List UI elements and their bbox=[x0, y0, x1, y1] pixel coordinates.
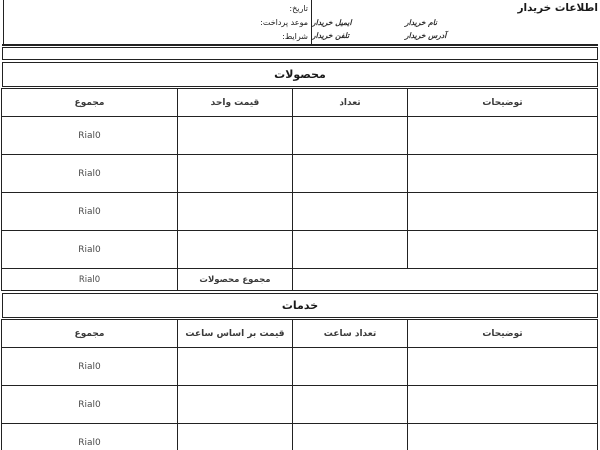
buyer-info-title: اطلاعات خریدار bbox=[517, 2, 598, 14]
products-col-quantity: تعداد bbox=[293, 89, 408, 117]
product-description-cell bbox=[408, 117, 598, 155]
services-header-row bbox=[2, 320, 598, 348]
product-description-cell bbox=[408, 231, 598, 269]
service-total-cell: Rial0 bbox=[2, 386, 178, 424]
service-row bbox=[2, 424, 598, 450]
products-total-label: مجموع محصولات bbox=[178, 269, 293, 291]
service-row bbox=[2, 348, 598, 386]
due-date-label: موعد پرداخت: bbox=[260, 18, 308, 27]
blank-row bbox=[2, 47, 598, 60]
products-header-row bbox=[2, 89, 598, 117]
product-unit-price-cell bbox=[178, 155, 293, 193]
header-section bbox=[2, 0, 598, 46]
services-col-hourly-rate: قیمت بر اساس ساعت bbox=[178, 320, 293, 348]
product-quantity-cell bbox=[293, 155, 408, 193]
buyer-labels-grid bbox=[312, 17, 598, 41]
product-quantity-cell bbox=[293, 231, 408, 269]
date-label: تاریخ: bbox=[289, 4, 308, 13]
service-description-cell bbox=[408, 424, 598, 450]
products-total-row bbox=[2, 269, 598, 291]
product-unit-price-cell bbox=[178, 117, 293, 155]
service-description-cell bbox=[408, 386, 598, 424]
product-total-cell: Rial0 bbox=[2, 117, 178, 155]
product-unit-price-cell bbox=[178, 231, 293, 269]
product-quantity-cell bbox=[293, 193, 408, 231]
terms-label: شرایط: bbox=[282, 32, 308, 41]
product-quantity-cell bbox=[293, 117, 408, 155]
products-col-total: مجموع bbox=[2, 89, 178, 117]
service-hourly-rate-cell bbox=[178, 424, 293, 450]
product-total-cell: Rial0 bbox=[2, 231, 178, 269]
product-row bbox=[2, 117, 598, 155]
service-hours-cell bbox=[293, 386, 408, 424]
products-total-value: Rial0 bbox=[2, 269, 178, 291]
product-row bbox=[2, 231, 598, 269]
services-col-total: مجموع bbox=[2, 320, 178, 348]
service-description-cell bbox=[408, 348, 598, 386]
empty-cell bbox=[293, 269, 598, 291]
service-hourly-rate-cell bbox=[178, 348, 293, 386]
buyer-name-label: نام خریدار bbox=[405, 18, 438, 27]
service-total-cell: Rial0 bbox=[2, 424, 178, 450]
service-total-cell: Rial0 bbox=[2, 348, 178, 386]
product-unit-price-cell bbox=[178, 193, 293, 231]
product-total-cell: Rial0 bbox=[2, 155, 178, 193]
services-col-hours: تعداد ساعت bbox=[293, 320, 408, 348]
buyer-info-section bbox=[312, 0, 598, 44]
product-row bbox=[2, 193, 598, 231]
product-description-cell bbox=[408, 193, 598, 231]
products-col-description: توضیحات bbox=[408, 89, 598, 117]
services-table bbox=[1, 319, 598, 450]
product-row bbox=[2, 155, 598, 193]
products-table bbox=[1, 88, 598, 291]
service-hours-cell bbox=[293, 424, 408, 450]
service-hours-cell bbox=[293, 348, 408, 386]
services-col-description: توضیحات bbox=[408, 320, 598, 348]
services-section-title: خدمات bbox=[2, 293, 598, 318]
products-col-unit-price: قیمت واحد bbox=[178, 89, 293, 117]
service-row bbox=[2, 386, 598, 424]
product-description-cell bbox=[408, 155, 598, 193]
service-hourly-rate-cell bbox=[178, 386, 293, 424]
buyer-address-label: آدرس خریدار bbox=[405, 31, 447, 40]
product-total-cell: Rial0 bbox=[2, 193, 178, 231]
products-section-title: محصولات bbox=[2, 62, 598, 87]
buyer-phone-label: تلفن خریدار bbox=[312, 31, 350, 40]
buyer-email-label: ایمیل خریدار bbox=[312, 18, 352, 27]
invoice-meta-box bbox=[3, 0, 312, 44]
